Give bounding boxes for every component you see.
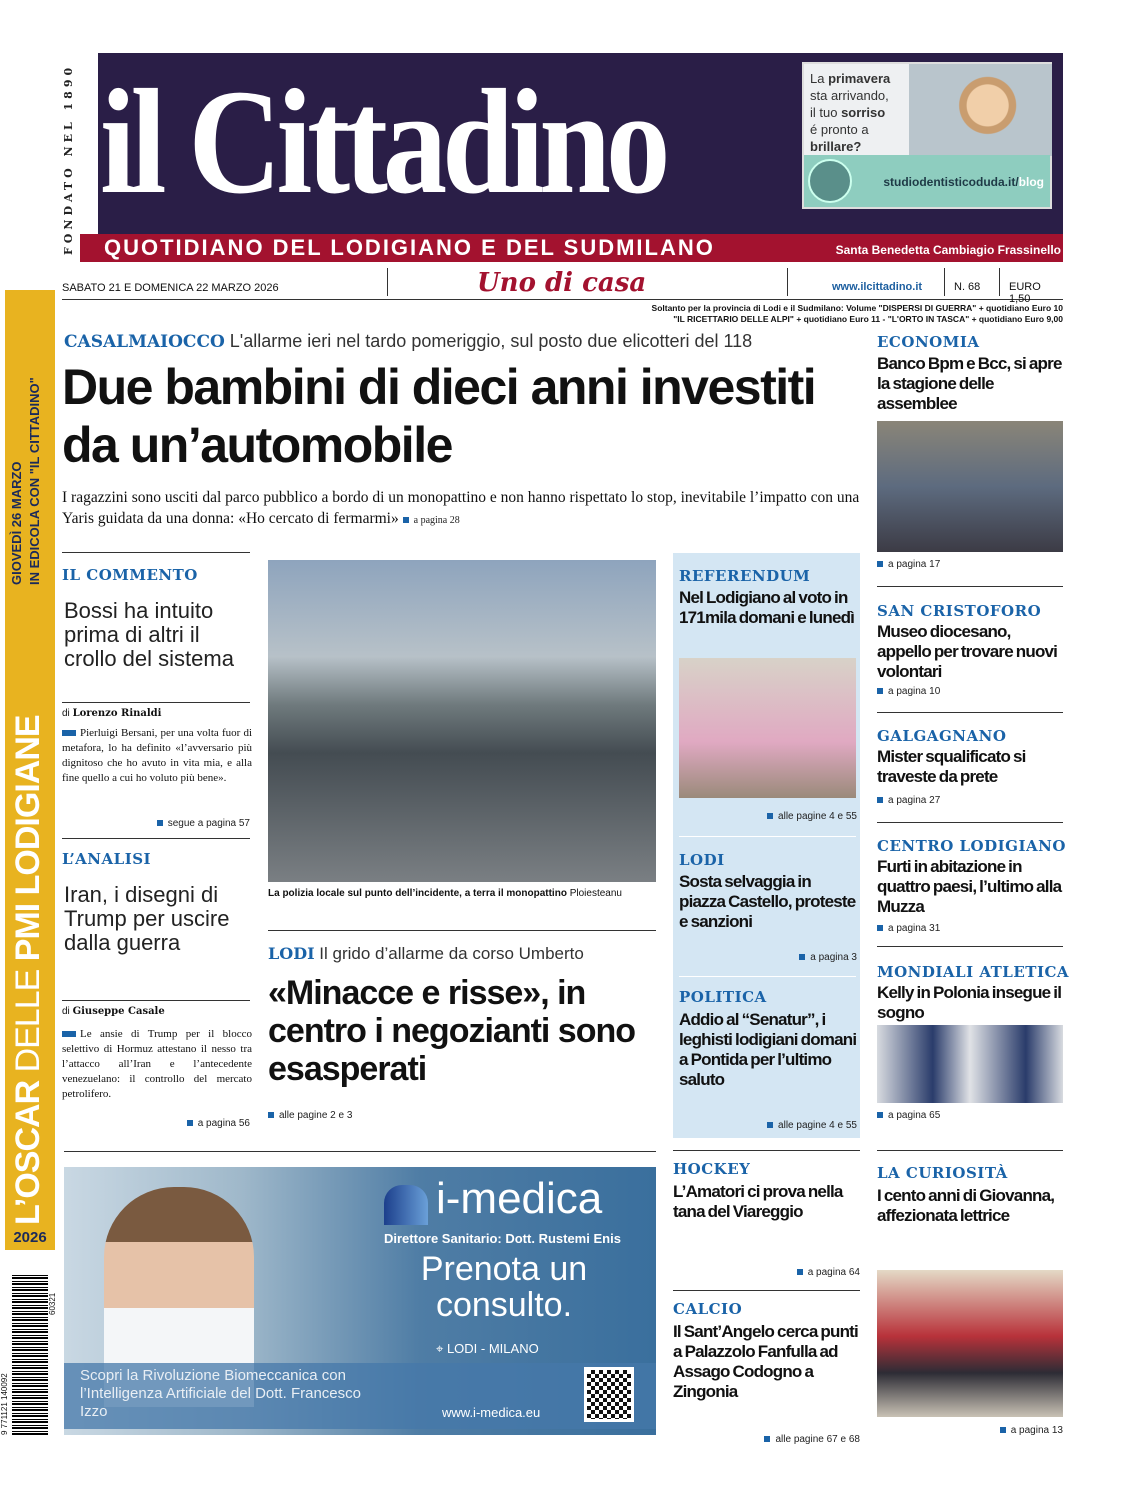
story-title[interactable]: Mister squalificato si traveste da prete [877,747,1026,786]
section-label: MONDIALI ATLETICA [877,963,1070,981]
story-title[interactable]: L’Amatori ci prova nella tana del Viareggio [673,1182,843,1221]
referendum-photo [679,658,856,798]
ad-url[interactable]: studiodentisticoduda.it/blog [883,175,1044,189]
page-ref[interactable]: alle pagine 4 e 55 [767,1120,857,1131]
location-pin-icon: ⌖ [436,1341,444,1356]
page-ref[interactable]: a pagina 3 [799,952,857,963]
ad-director: Direttore Sanitario: Dott. Rustemi Enis [384,1231,621,1246]
oscar-pmi-text: L’OSCAR DELLE PMI LODIGIANE [9,715,47,1225]
section-label: L’ANALISI [62,850,152,868]
divider [877,946,1063,947]
issue-date: SABATO 21 E DOMENICA 22 MARZO 2026 [62,282,279,294]
divider [877,712,1063,713]
saints-of-day: Santa Benedetta Cambiagio Frassinello [835,243,1061,257]
page-ref[interactable]: a pagina 31 [877,923,940,934]
oscar-year: 2026 [13,1229,47,1246]
byline: di Lorenzo Rinaldi [62,708,162,719]
divider [944,268,945,296]
divider [387,268,388,296]
story-title[interactable]: Kelly in Polonia insegue il sogno [877,983,1062,1022]
imedica-logo-icon [384,1185,428,1225]
barcode [12,1275,48,1435]
ad-url[interactable]: www.i-medica.eu [442,1405,541,1420]
qr-code[interactable] [584,1367,634,1422]
section-label: ECONOMIA [877,333,980,351]
divider [673,1150,860,1151]
issue-number: N. 68 [954,281,981,293]
page-ref[interactable]: a pagina 13 [1000,1425,1063,1436]
oscar-date-text: GIOVEDÌ 26 MARZO IN EDICOLA CON "IL CITTADINO" [9,377,42,585]
birthday-photo [877,1270,1063,1417]
promo-note: Soltanto per la provincia di Lodi e il Sudmilano: Volume "DISPERSI DI GUERRA" + quotidiano Euro 10 "IL RICETTARIO DELLE ALPI" + quotidiano Euro 11 - "L'ORTO IN TASCA" + quotidiano Euro 9,00 [651,303,1063,324]
divider [673,1290,860,1291]
ad-tagline: Scopri la Rivoluzione Biomeccanica con l’Intelligenza Artificiale del Dott. Francesco Izzo [80,1367,361,1420]
page-ref[interactable]: a pagina 17 [877,559,940,570]
divider [62,1000,250,1001]
page-ref[interactable]: alle pagine 2 e 3 [268,1110,352,1121]
athletics-photo [877,1025,1063,1103]
divider [999,268,1000,296]
ad-text: La primavera sta arrivando, il tuo sorriso é pronto a brillare? [810,71,891,154]
page-ref[interactable]: alle pagine 67 e 68 [764,1434,860,1445]
section-label: IL COMMENTO [62,566,198,584]
commento-title[interactable]: Bossi ha intuito prima di altri il crollo del sistema [64,598,234,671]
story-title[interactable]: Banco Bpm e Bcc, si apre la stagione delle assemblee [877,354,1062,413]
ad-brand: i-medica [436,1174,603,1223]
website-link[interactable]: www.ilcittadino.it [832,281,923,293]
newspaper-logo[interactable]: il Cittadino [100,59,666,225]
page-ref[interactable]: segue a pagina 57 [157,818,250,829]
section-label: SAN CRISTOFORO [877,602,1042,620]
section-label: LA CURIOSITÀ [877,1164,1008,1182]
page-ref[interactable]: a pagina 65 [877,1110,940,1121]
lodi-kicker-line: LODI Il grido d’allarme da corso Umberto [268,944,584,963]
page-ref[interactable]: a pagina 10 [877,686,940,697]
section-label: GALGAGNANO [877,727,1007,745]
lodi-headline[interactable]: «Minacce e risse», in centro i negozianti sono esasperati [268,974,636,1088]
section-label: LODI [679,851,725,869]
section-label: REFERENDUM [679,567,811,585]
slogan: Uno di casa [477,268,647,298]
ad-photo [909,64,1052,156]
ad-cta: Prenota un consulto. [420,1250,588,1324]
lead-summary: I ragazzini sono usciti dal parco pubblico a bordo di un monopattino e non hanno rispettato lo stop, inevitabile l’impatto con una Yaris guidata da una donna: «Ho cercato di fermarmi» a pagina 28 [62,489,860,527]
page-ref[interactable]: alle pagine 4 e 55 [767,811,857,822]
price: EURO 1,50 [1009,281,1041,305]
story-title[interactable]: I cento anni di Giovanna, affezionata lettrice [877,1186,1055,1225]
tagline: QUOTIDIANO DEL LODIGIANO E DEL SUDMILANO [104,235,715,260]
divider [62,838,250,839]
photo-caption: La polizia locale sul punto dell’incidente, a terra il monopattino Ploiesteanu [268,888,622,899]
story-title[interactable]: Il Sant’Angelo cerca punti a Palazzolo Fanfulla ad Assago Codogno a Zingonia [673,1322,858,1401]
divider [877,822,1063,823]
dentist-ad[interactable] [802,62,1052,209]
divider [64,1151,656,1152]
lead-kicker-line: CASALMAIOCCO L'allarme ieri nel tardo pomeriggio, sul posto due elicotteri del 118 [64,331,753,352]
accident-photo[interactable] [268,560,656,882]
story-title[interactable]: Museo diocesano, appello per trovare nuovi volontari [877,622,1058,681]
divider [679,976,856,977]
barcode-addon: 60321 [48,1292,57,1315]
dateline [62,268,1063,305]
divider [877,586,1063,587]
divider [268,930,656,931]
barcode-number: 9 771121 140092 [0,1373,9,1435]
page-ref[interactable]: a pagina 64 [797,1267,860,1278]
founded-note: FONDATO NEL 1890 [62,63,75,255]
section-label: CENTRO LODIGIANO [877,837,1066,855]
story-title[interactable]: Nel Lodigiano al voto in 171mila domani e lunedì [679,588,855,627]
divider [679,836,856,837]
section-label: CALCIO [673,1300,743,1318]
commento-body: Pierluigi Bersani, per una volta fuor di metafora, lo ha definito «l’avversario più dignitoso che ho avuto in vita mia, e alla fine quello a cui ho voluto più bene». [62,727,252,784]
section-label: HOCKEY [673,1160,751,1178]
lead-headline[interactable]: Due bambini di dieci anni investiti da un’automobile [62,359,816,473]
tooth-logo-icon [808,159,852,203]
story-title[interactable]: Sosta selvaggia in piazza Castello, proteste e sanzioni [679,872,856,931]
page-ref[interactable]: a pagina 27 [877,795,940,806]
story-title[interactable]: Furti in abitazione in quattro paesi, l’ultimo alla Muzza [877,857,1062,916]
analisi-title[interactable]: Iran, i disegni di Trump per uscire dalla guerra [64,882,230,955]
ad-bar [804,155,1050,207]
page-ref[interactable]: a pagina 56 [187,1118,250,1129]
section-label: POLITICA [679,988,767,1006]
story-title[interactable]: Addio al “Senatur”, i leghisti lodigiani domani a Pontida per l’ultimo saluto [679,1010,857,1089]
divider [787,268,788,296]
divider [62,702,250,703]
analisi-body: Le ansie di Trump per il blocco selettivo di Hormuz attestano il nesso tra l’attacco all’Iran e l’antecedente venezuelano: il controllo del mercato petrolifero. [62,1028,252,1100]
assembly-photo [877,421,1063,552]
imedica-ad[interactable] [64,1167,656,1435]
byline: di Giuseppe Casale [62,1006,165,1017]
ad-location: ⌖ LODI - MILANO [436,1341,539,1356]
divider [62,552,250,553]
divider [877,1150,1063,1151]
